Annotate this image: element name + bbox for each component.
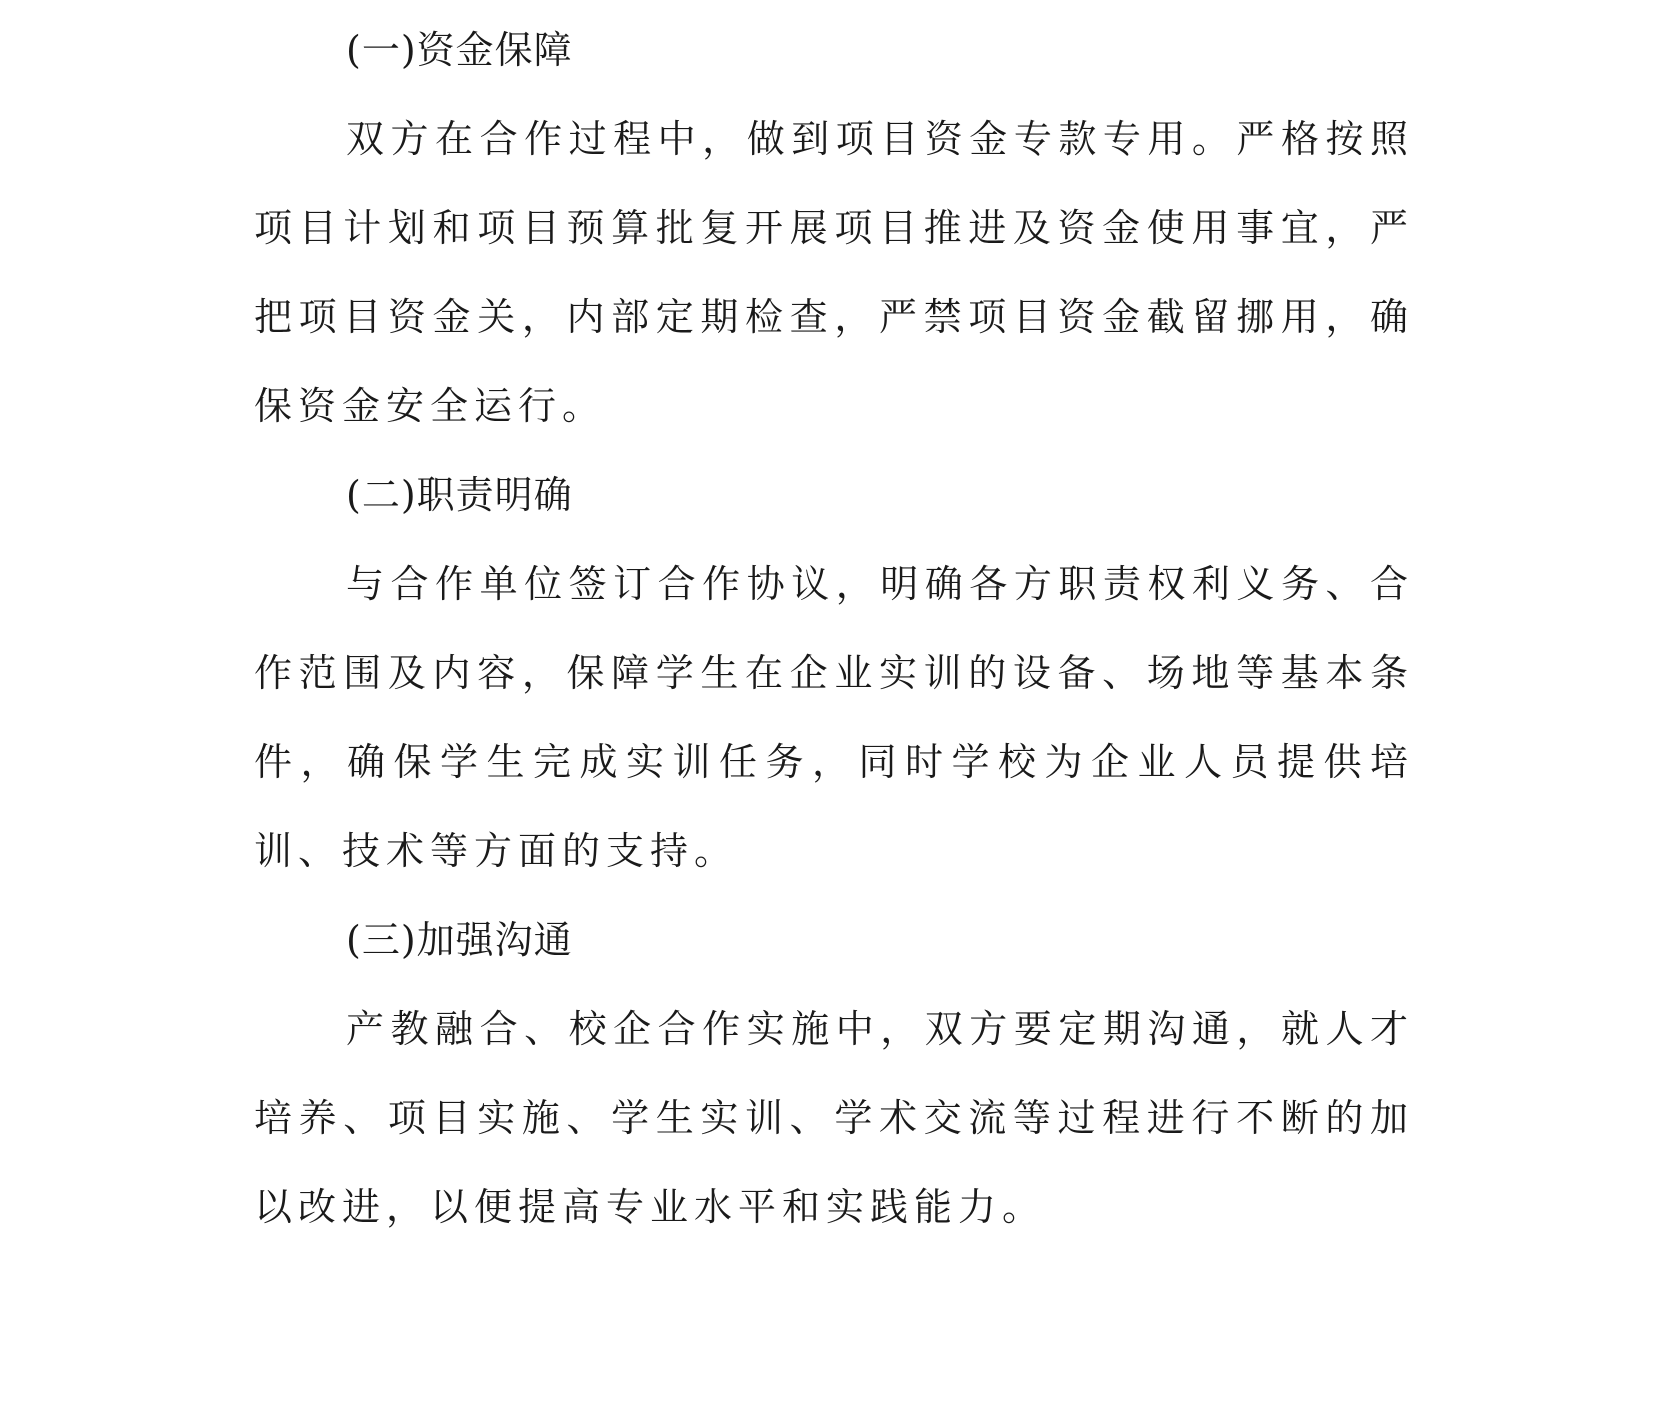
section-paragraph-communication: 产教融合、校企合作实施中，双方要定期沟通，就人才培养、项目实施、学生实训、学术交流等过程进行不断的加以改进，以便提高专业水平和实践能力。 (254, 1007, 1414, 1229)
section-paragraph-funding: 双方在合作过程中，做到项目资金专款专用。严格按照项目计划和项目预算批复开展项目推进及资金使用事宜，严把项目资金关，内部定期检查，严禁项目资金截留挪用，确保资金安全运行。 (254, 117, 1414, 428)
section-heading-funding: (一)资金保障 (346, 28, 573, 72)
section-paragraph-responsibilities: 与合作单位签订合作协议，明确各方职责权利义务、合作范围及内容，保障学生在企业实训的设备、场地等基本条件，确保学生完成实训任务，同时学校为企业人员提供培训、技术等方面的支持。 (254, 562, 1414, 873)
section-heading-responsibilities: (二)职责明确 (346, 473, 573, 517)
document-body (254, 6, 1414, 1252)
section-heading-communication: (三)加强沟通 (346, 918, 573, 962)
